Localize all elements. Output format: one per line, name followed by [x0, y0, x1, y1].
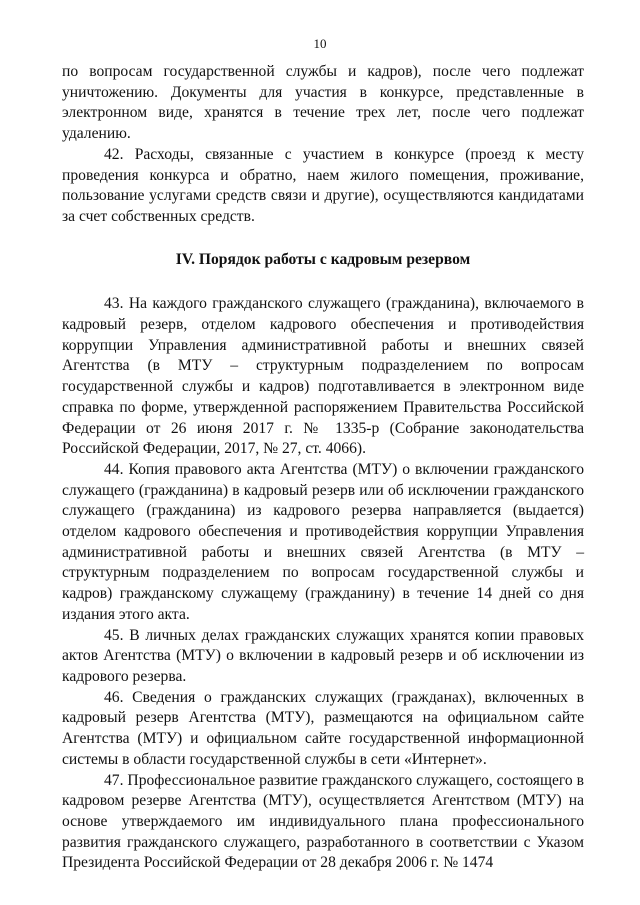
paragraph-44: 44. Копия правового акта Агентства (МТУ) о включении гражданского служащего (гражданина) в кадровый резерв или об исключении гражданского служащего (гражданина) из кадрового резерва направляется (выдается) отделом кадрового обеспечения и противодействия коррупции Управления административной работы и внешних связей Агентства (в МТУ – структурным подразделением по вопросам государственной службы и кадров) гражданскому служащему (гражданину) в течение 14 дней со дня издания этого акта. — [62, 460, 584, 623]
document-body — [62, 62, 584, 874]
paragraph-46: 46. Сведения о гражданских служащих (гражданах), включенных в кадровый резерв Агентства (МТУ), размещаются на официальном сайте Агентства (МТУ) и официальном сайте государственной информационной системы в области государственной службы в сети «Интернет». — [62, 688, 584, 768]
paragraph-42: 42. Расходы, связанные с участием в конкурсе (проезд к месту проведения конкурса и обратно, наем жилого помещения, проживание, пользование услугами средств связи и другие), осуществляются кандидатами за счет собственных средств. — [62, 145, 584, 225]
page-number: 10 — [313, 36, 327, 51]
paragraph-43: 43. На каждого гражданского служащего (гражданина), включаемого в кадровый резерв, отделом кадрового обеспечения и противодействия коррупции Управления административной работы и внешних связей Агентства (в МТУ – структурным подразделением по вопросам государственной службы и кадров) подготавливается в электронном виде справка по форме, утвержденной распоряжением Правительства Российской Федерации от 26 июня 2017 г. № 1335-р (Собрание законодательства Российской Федерации, 2017, № 27, ст. 4066). — [62, 295, 584, 458]
paragraph-47: 47. Профессиональное развитие гражданского служащего, состоящего в кадровом резерве Агентства (МТУ), осуществляется Агентством (МТУ) на основе утверждаемого им индивидуального плана профессионального развития гражданского служащего, разработанного в соответствии с Указом Президента Российской Федерации от 28 декабря 2006 г. № 1474 — [62, 771, 584, 872]
paragraph-continuation: по вопросам государственной службы и кадров), после чего подлежат уничтожению. Документы для участия в конкурсе, представленные в электронном виде, хранятся в течение трех лет, после чего подлежат удалению. — [62, 63, 584, 143]
paragraph-45: 45. В личных делах гражданских служащих хранятся копии правовых актов Агентства (МТУ) о включении в кадровый резерв и об исключении из кадрового резерва. — [62, 626, 584, 685]
section-heading: IV. Порядок работы с кадровым резервом — [175, 250, 471, 268]
